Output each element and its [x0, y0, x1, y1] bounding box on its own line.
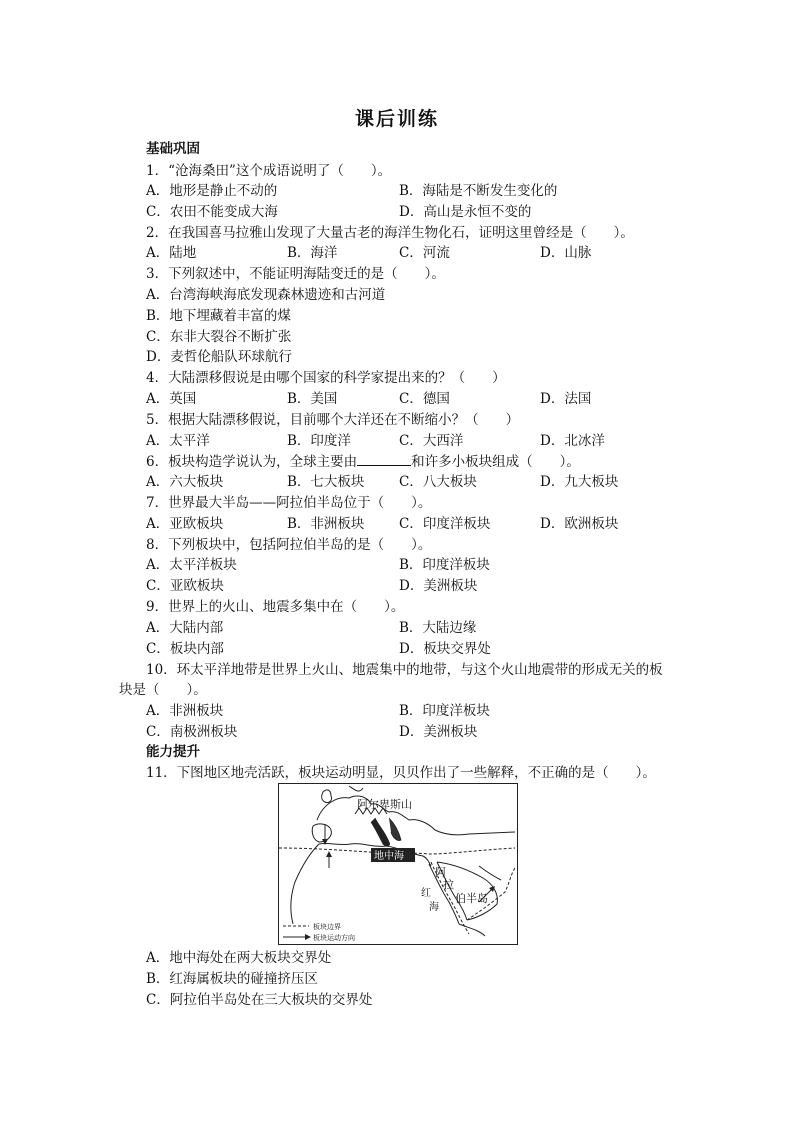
q4-option-a: A．英国 — [146, 391, 197, 407]
q6-stem-pre: 6．板块构造学说认为，全球主要由 — [146, 454, 358, 470]
q3-option-d: D．麦哲伦船队环球航行 — [146, 349, 292, 365]
q6-option-b: B．七大板块 — [287, 474, 365, 490]
q10-option-d: D．美洲板块 — [399, 724, 478, 740]
q10-stem-line2: 块是（ ）。 — [119, 682, 207, 698]
q2-option-a: A．陆地 — [146, 245, 197, 261]
q3-stem: 3．下列叙述中，不能证明海陆变迁的是（ ）。 — [146, 266, 445, 282]
britain-outline — [322, 790, 332, 803]
q3-option-a: A．台湾海峡海底发现森林遗迹和古河道 — [146, 287, 386, 303]
label-mediterranean: 地中海 — [374, 851, 404, 862]
q6-option-d: D．九大板块 — [540, 474, 619, 490]
q9-option-d: D．板块交界处 — [399, 641, 491, 657]
q5-option-d: D．北冰洋 — [540, 433, 605, 449]
q7-option-a: A．亚欧板块 — [146, 516, 224, 532]
q9-option-b: B．大陆边缘 — [399, 620, 477, 636]
q9-option-a: A．大陆内部 — [146, 620, 224, 636]
q7-option-c: C．印度洋板块 — [399, 516, 491, 532]
q1-option-c: C．农田不能变成大海 — [146, 204, 278, 220]
legend-boundary-label: 板块边界 — [313, 923, 341, 931]
section-advanced: 能力提升 — [146, 744, 200, 760]
legend-motion-label: 板块运动方向 — [313, 934, 355, 942]
q2-option-b: B．海洋 — [287, 245, 338, 261]
q8-stem: 8．下列板块中，包括阿拉伯半岛的是（ ）。 — [146, 537, 432, 553]
section-basic: 基础巩固 — [146, 141, 200, 157]
q5-option-c: C．大西洋 — [399, 433, 464, 449]
q11-stem: 11．下图地区地壳活跃，板块运动明显，贝贝作出了一些解释，不正确的是（ ）。 — [146, 765, 656, 781]
q10-option-b: B．印度洋板块 — [399, 703, 490, 719]
motion-arrowhead-north — [326, 851, 332, 857]
fill-blank — [357, 453, 411, 466]
africa-east-horn — [459, 924, 485, 936]
iberia — [312, 824, 331, 842]
label-red-sea-1: 红 — [421, 888, 431, 899]
q2-stem: 2．在我国喜马拉雅山发现了大量古老的海洋生物化石，证明这里曾经是（ ）。 — [146, 225, 634, 241]
q1-stem: 1．“沧海桑田”这个成语说明了（ ）。 — [146, 163, 392, 179]
q10-option-a: A．非洲板块 — [146, 703, 224, 719]
q1-option-a: A．地形是静止不动的 — [146, 183, 278, 199]
q3-option-c: C．东非大裂谷不断扩张 — [146, 329, 292, 345]
q6-option-a: A．六大板块 — [146, 474, 224, 490]
label-arab-3: 伯半岛 — [455, 892, 488, 905]
q1-option-d: D．高山是永恒不变的 — [399, 204, 532, 220]
q6-option-c: C．八大板块 — [399, 474, 477, 490]
italy-peninsula — [371, 818, 390, 846]
q8-option-b: B．印度洋板块 — [399, 557, 490, 573]
africa-west-coast — [291, 844, 319, 924]
q11-option-c: C．阿拉伯半岛处在三大板块的交界处 — [146, 992, 373, 1008]
q11-option-b: B．红海属板块的碰撞挤压区 — [146, 971, 318, 987]
q10-stem-line1: 10．环太平洋地带是世界上火山、地震集中的地带，与这个火山地震带的形成无关的板 — [146, 662, 663, 678]
plate-map-svg — [279, 784, 517, 944]
q6-stem-post: 和许多小板块组成（ ）。 — [411, 454, 580, 470]
q5-stem: 5．根据大陆漂移假说，目前哪个大洋还在不断缩小？（ ） — [146, 412, 520, 428]
balkans — [389, 818, 401, 841]
q10-option-c: C．南极洲板块 — [146, 724, 238, 740]
europe-coastline — [317, 796, 515, 835]
q4-option-b: B．美国 — [287, 391, 338, 407]
plate-map-figure — [278, 783, 518, 945]
q3-option-b: B．地下埋藏着丰富的煤 — [146, 308, 291, 324]
label-alps: 阿尔卑斯山 — [357, 798, 412, 811]
q9-stem: 9．世界上的火山、地震多集中在（ ）。 — [146, 599, 405, 615]
q4-option-c: C．德国 — [399, 391, 450, 407]
q8-option-c: C．亚欧板块 — [146, 578, 224, 594]
q2-option-d: D．山脉 — [540, 245, 592, 261]
q5-option-a: A．太平洋 — [146, 433, 210, 449]
scandinavia-outline — [349, 786, 363, 791]
label-arab-2: 拉 — [443, 878, 454, 891]
q7-option-b: B．非洲板块 — [287, 516, 365, 532]
legend-motion-arrowhead — [305, 934, 311, 940]
q2-option-c: C．河流 — [399, 245, 450, 261]
q1-option-b: B．海陆是不断发生变化的 — [399, 183, 558, 199]
q4-stem: 4．大陆漂移假说是由哪个国家的科学家提出来的？（ ） — [146, 370, 506, 386]
q5-option-b: B．印度洋 — [287, 433, 351, 449]
label-red-sea-2: 海 — [429, 902, 439, 913]
arabia-coast — [437, 862, 497, 920]
q8-option-d: D．美洲板块 — [399, 578, 478, 594]
q6-stem — [146, 452, 580, 472]
q4-option-d: D．法国 — [540, 391, 592, 407]
label-arab-1: 阿 — [435, 866, 446, 879]
q11-option-a: A．地中海处在两大板块交界处 — [146, 950, 332, 966]
page-title: 课后训练 — [354, 108, 439, 130]
q8-option-a: A．太平洋板块 — [146, 557, 237, 573]
q7-option-d: D．欧洲板块 — [540, 516, 619, 532]
q7-stem: 7．世界最大半岛——阿拉伯半岛位于（ ）。 — [146, 495, 432, 511]
q9-option-c: C．板块内部 — [146, 641, 224, 657]
